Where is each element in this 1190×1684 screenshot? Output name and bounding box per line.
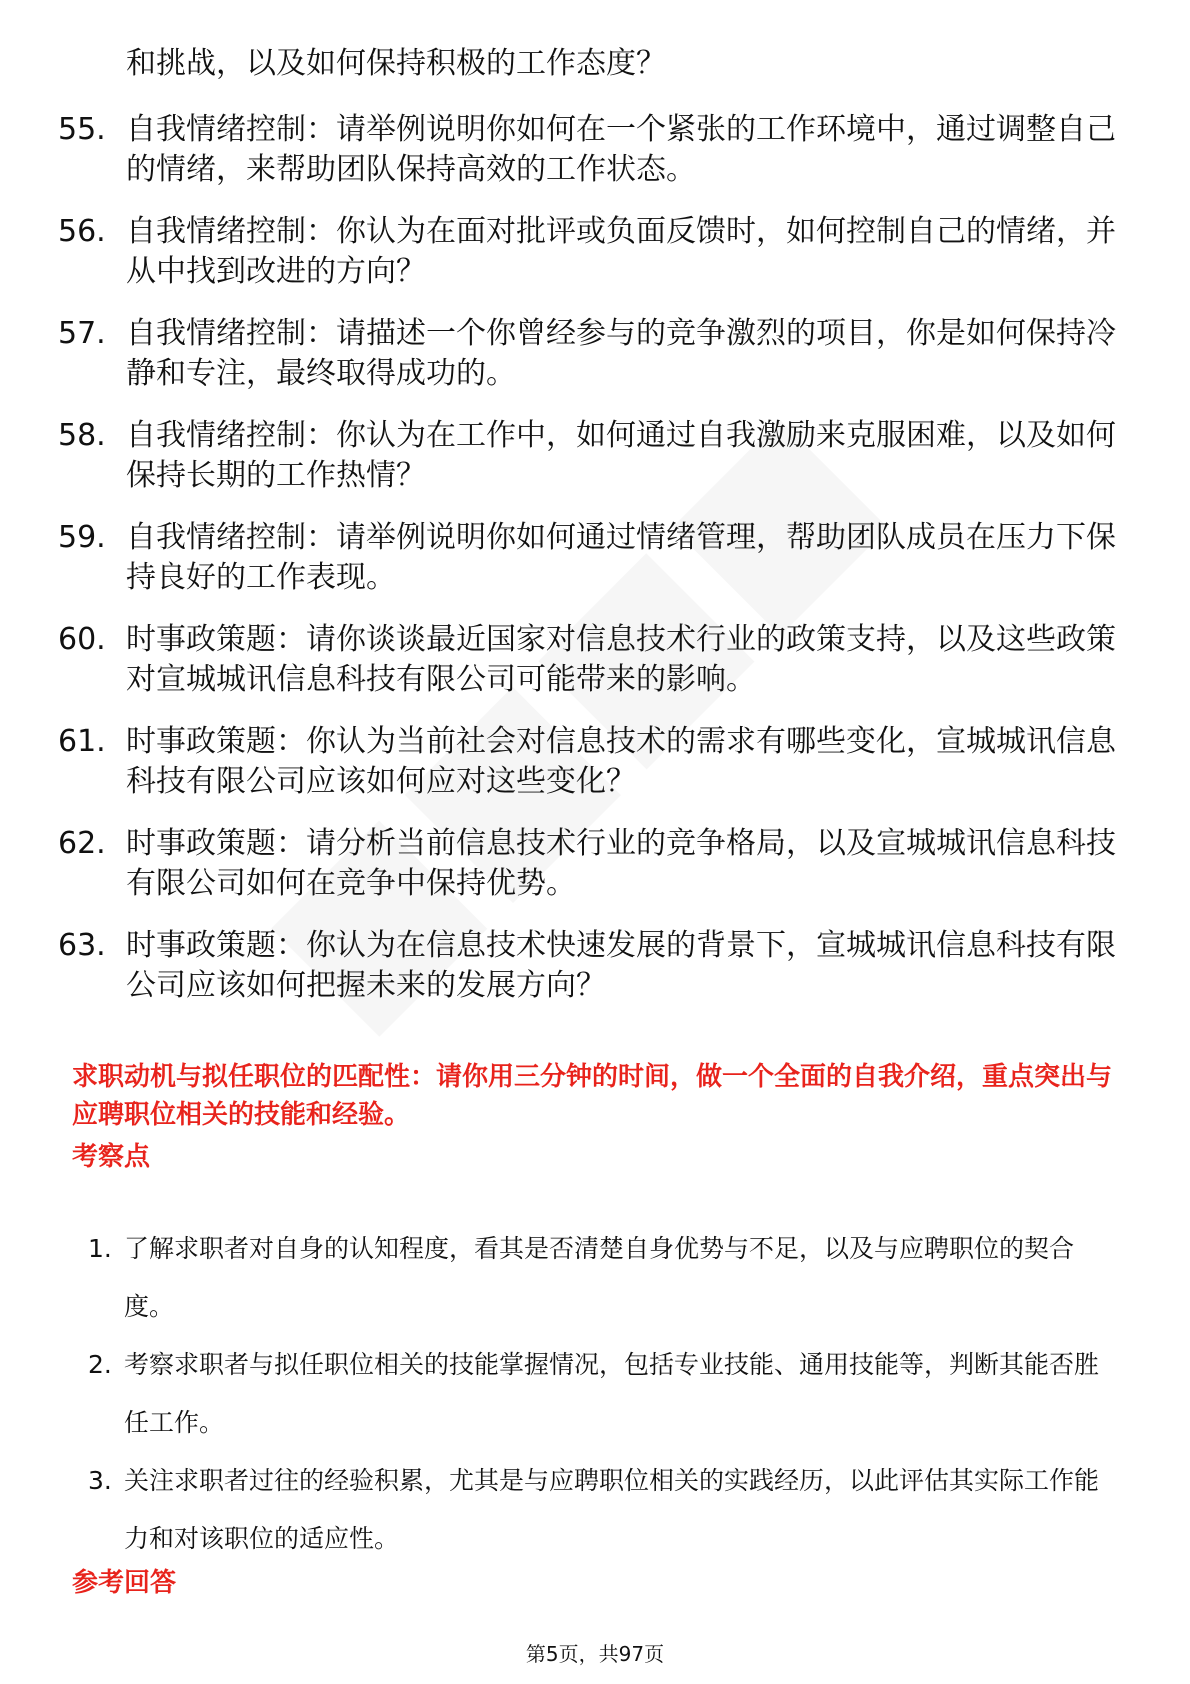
question-number: 60.: [58, 622, 106, 657]
question-text: 和挑战，以及如何保持积极的工作态度？: [126, 46, 666, 81]
point-text: 关注求职者过往的经验积累，尤其是与应聘职位相关的实践经历，以此评估其实际工作能力和对该职位的适应性。: [124, 1466, 1100, 1553]
question-number: 56.: [58, 214, 106, 249]
question-text: 时事政策题：请分析当前信息技术行业的竞争格局，以及宣城城讯信息科技有限公司如何在竞争中保持优势。: [126, 826, 1116, 901]
highlighted-question: 求职动机与拟任职位的匹配性：请你用三分钟的时间，做一个全面的自我介绍，重点突出与应聘职位相关的技能和经验。: [72, 1062, 1113, 1130]
question-number: 58.: [58, 418, 106, 453]
question-text: 时事政策题：请你谈谈最近国家对信息技术行业的政策支持，以及这些政策对宣城城讯信息科技有限公司可能带来的影响。: [126, 622, 1116, 697]
question-item: [58, 722, 1118, 802]
question-item: [58, 110, 1118, 190]
point-item: [88, 1220, 1118, 1336]
question-item: [58, 824, 1118, 904]
question-text: 自我情绪控制：你认为在面对批评或负面反馈时，如何控制自己的情绪，并从中找到改进的方向？: [126, 214, 1116, 289]
page-footer: 第5页，共97页: [525, 1642, 665, 1666]
question-number: 63.: [58, 928, 106, 963]
point-number: 1.: [88, 1234, 112, 1263]
question-text: 时事政策题：你认为在信息技术快速发展的背景下，宣城城讯信息科技有限公司应该如何把握未来的发展方向？: [126, 928, 1116, 1003]
question-text: 自我情绪控制：请举例说明你如何通过情绪管理，帮助团队成员在压力下保持良好的工作表现。: [126, 520, 1116, 595]
question-item: [58, 314, 1118, 394]
point-text: 考察求职者与拟任职位相关的技能掌握情况，包括专业技能、通用技能等，判断其能否胜任工作。: [124, 1350, 1100, 1437]
question-text: 自我情绪控制：请举例说明你如何在一个紧张的工作环境中，通过调整自己的情绪，来帮助团队保持高效的工作状态。: [126, 112, 1116, 187]
question-text: 时事政策题：你认为当前社会对信息技术的需求有哪些变化，宣城城讯信息科技有限公司应该如何应对这些变化？: [126, 724, 1116, 799]
answer-heading: 参考回答: [72, 1568, 177, 1598]
points-list: [88, 1220, 1118, 1568]
question-item: [58, 416, 1118, 496]
question-number: 55.: [58, 112, 106, 147]
point-number: 2.: [88, 1350, 112, 1379]
point-item: [88, 1336, 1118, 1452]
question-text: 自我情绪控制：请描述一个你曾经参与的竞争激烈的项目，你是如何保持冷静和专注，最终取得成功的。: [126, 316, 1116, 391]
question-number: 57.: [58, 316, 106, 351]
question-number: 59.: [58, 520, 106, 555]
question-item: [58, 926, 1118, 1006]
question-number: 61.: [58, 724, 106, 759]
point-text: 了解求职者对自身的认知程度，看其是否清楚自身优势与不足，以及与应聘职位的契合度。: [124, 1234, 1075, 1321]
question-item: [58, 620, 1118, 700]
question-item: [58, 518, 1118, 598]
point-item: [88, 1452, 1118, 1568]
question-number: 62.: [58, 826, 106, 861]
points-heading: 考察点: [72, 1142, 151, 1172]
question-item: [58, 212, 1118, 292]
question-text: 自我情绪控制：你认为在工作中，如何通过自我激励来克服困难，以及如何保持长期的工作热情？: [126, 418, 1116, 493]
question-item: [58, 44, 1118, 84]
question-list: [58, 44, 1118, 1028]
point-number: 3.: [88, 1466, 112, 1495]
